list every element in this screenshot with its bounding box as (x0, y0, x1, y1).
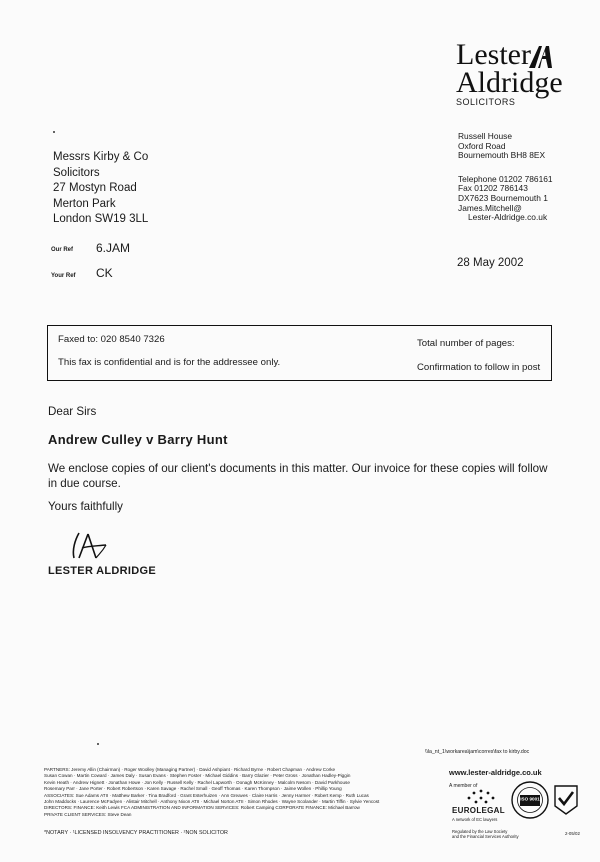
confirmation-note: Confirmation to follow in post (417, 362, 541, 373)
our-ref-label: Our Ref (51, 247, 74, 253)
recipient-line: Messrs Kirby & Co (53, 151, 149, 163)
sender-line: Russell House (458, 131, 512, 141)
partners-line: Rosemary Parr · Jane Porter · Robert Robertson · Karen Savage · Rachel Small · Geoff Thomas · Karen Thompson · Jaime Wollen · Phillip Young (44, 786, 342, 792)
partners-line: ASSOCIATES: Sue Adams ATII · Matthew Barker · Tina Bradford · Grant Esterhuizen · Ann Greaves · Claire Harris · Jenny Harmer · Robert Kemp · Ruth Lucas (44, 792, 369, 798)
sender-email: James.Mitchell@ (458, 202, 522, 213)
network-note: A network of EC lawyers (452, 817, 498, 822)
body-line: We enclose copies of our client's documents in this matter. Our invoice for these copies will follow (48, 462, 548, 475)
sender-fax: Fax 01202 786143 (458, 183, 528, 194)
closing: Yours faithfully (48, 500, 123, 513)
recipient-line: 27 Mostyn Road (53, 182, 137, 195)
sender-dx: DX7623 Bournemouth 1 (458, 192, 548, 203)
recipient-line: Solicitors (53, 166, 100, 179)
confidential-notice: This fax is confidential and is for the addressee only. (58, 357, 281, 368)
eurolegal-stars-icon (460, 788, 502, 808)
salutation: Dear Sirs (48, 405, 97, 418)
signatory: LESTER ALDRIDGE (48, 565, 156, 577)
iso-badge-icon (510, 780, 550, 820)
regulation-note (452, 829, 519, 840)
your-ref-label: Your Ref (51, 273, 76, 279)
partners-line: DIRECTORS: FINANCE: Keith Lewis FCA ADMINISTRATION AND INFORMATION SERVICES: Robert Camping CORPORATE FINANCE: Michael Barrow (44, 805, 360, 811)
partners-line: John Maddocks · Laurence McFadyen · Alistair Mitchell · Anthony Nixon ATII · Michael Norton ATII · Simon Rhodes · Wayne Scolander · Martin Tiffin · Sylvie Yencost (44, 799, 380, 805)
logo-subtitle: SOLICITORS (456, 97, 516, 107)
body-line: in due course. (48, 476, 121, 490)
logo-line-lester: Lester (456, 38, 531, 71)
partners-line: PRIVATE CLIENT SERVICES: Steve Dean (44, 811, 132, 817)
sender-line: Bournemouth BH8 8EX (458, 150, 546, 161)
regulated-line: Regulated by the Law Society (452, 829, 508, 834)
signature-text: l/A (66, 528, 68, 529)
footer-notes: *NOTARY · ¹LICENSED INSOLVENCY PRACTITIONER · ²NON SOLICITOR (44, 830, 228, 836)
sender-address (458, 132, 598, 223)
member-of: A member of (449, 783, 478, 789)
fold-mark (97, 743, 99, 745)
letter-body (48, 462, 588, 491)
partners-list (44, 767, 434, 818)
faxed-to: Faxed to: 020 8540 7326 (58, 334, 165, 345)
sender-telephone: Telephone 01202 786161 (458, 173, 553, 184)
sender-line: Oxford Road (458, 140, 506, 151)
partners-line: PARTNERS: Jeremy Allin (Chairman) · Roger Woolley (Managing Partner) · David Ashpiant · Richard Byrne · Robert Chapman · Andrew Corke (44, 767, 336, 772)
regulated-line: and the Financial Services Authority (452, 834, 519, 840)
logo-monogram-icon (525, 42, 555, 72)
check-badge-icon (553, 784, 579, 816)
your-ref-value: CK (96, 266, 113, 280)
recipient-line: London SW19 3LL (53, 213, 149, 226)
total-pages: Total number of pages: (417, 338, 515, 349)
partners-line: Kevin Heath · Andrew Hignett · Jonathan Howe · Jon Kelly · Russell Kelly · Rachel Lapworth · Oonagh McKinney · Malcolm Nesom · David Parkhouse (44, 779, 350, 785)
recipient-line: Merton Park (53, 197, 116, 210)
logo-line-aldridge: Aldridge (456, 66, 563, 99)
letter-subject: Andrew Culley v Barry Hunt (48, 432, 228, 447)
handwritten-signature (66, 528, 116, 562)
letter-date: 28 May 2002 (457, 257, 524, 269)
partners-line: Susan Cowan · Martin Coward · James Daly · Susan Evans · Stephen Foster · Michael Giddins · Barry Glazier · Peter Gross · Jonathan Hadley-Piggin (44, 773, 351, 779)
fold-mark (53, 131, 55, 133)
file-path: \\la_nt_1\workarea\jam\corres\fax to kirby.doc (425, 749, 530, 755)
website: www.lester-aldridge.co.uk (449, 768, 542, 777)
our-ref-value: 6.JAM (96, 241, 131, 255)
recipient-address (53, 150, 303, 228)
document-code: 2-05/02 (565, 831, 580, 836)
sender-email-domain: Lester-Aldridge.co.uk (468, 212, 548, 223)
eurolegal-logo: EUROLEGAL (452, 806, 505, 815)
iso-label: ISO 9001 (520, 796, 540, 802)
